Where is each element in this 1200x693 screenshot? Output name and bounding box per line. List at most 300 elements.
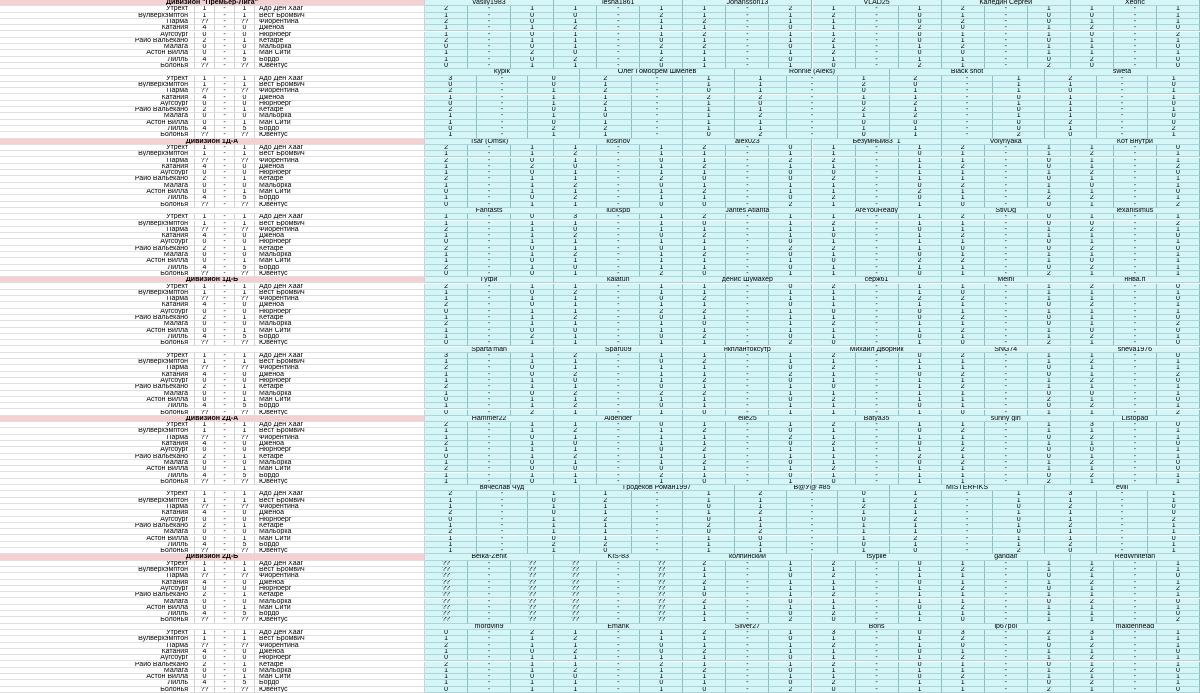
- predicted-home-goals: 1: [813, 447, 856, 453]
- away-score: ??: [235, 88, 255, 94]
- predicted-home-goals: 0: [890, 548, 942, 554]
- score-separator: -: [856, 158, 899, 164]
- predicted-away-goals: 1: [1028, 50, 1071, 56]
- home-team: Малага: [0, 321, 195, 327]
- predicted-away-goals: 1: [769, 19, 812, 25]
- predicted-away-goals: ??: [511, 605, 554, 611]
- score-separator: -: [632, 504, 684, 510]
- predicted-home-goals: 1: [425, 460, 468, 466]
- predicted-away-goals: 1: [511, 321, 554, 327]
- predicted-home-goals: 0: [1071, 13, 1114, 19]
- away-score: 5: [235, 195, 255, 201]
- predicted-home-goals: 1: [554, 221, 597, 227]
- predicted-away-goals: 1: [899, 6, 942, 12]
- score-separator: -: [468, 384, 511, 390]
- score-separator: -: [856, 246, 899, 252]
- home-team: Лилль: [0, 265, 195, 271]
- predicted-home-goals: 1: [813, 649, 856, 655]
- score-separator: -: [942, 510, 994, 516]
- predicted-home-goals: 1: [554, 447, 597, 453]
- predicted-home-goals: 1: [1071, 290, 1114, 296]
- predicted-away-goals: 1: [899, 365, 942, 371]
- predicted-home-goals: 2: [1071, 668, 1114, 674]
- home-team: Парма: [0, 158, 195, 164]
- score-separator: -: [726, 290, 769, 296]
- predicted-away-goals: 1: [769, 32, 812, 38]
- home-team: Астон Вилла: [0, 466, 195, 472]
- predicted-away-goals: 0: [511, 214, 554, 220]
- score-separator: -: [597, 233, 640, 239]
- predicted-home-goals: 1: [942, 391, 985, 397]
- predicted-away-goals: 1: [640, 435, 683, 441]
- score-separator: -: [985, 334, 1028, 340]
- score-separator: -: [468, 239, 511, 245]
- predicted-away-goals: 1: [683, 498, 735, 504]
- predicted-away-goals: 1: [993, 101, 1045, 107]
- predicted-away-goals: 0: [1157, 328, 1200, 334]
- predicted-away-goals: 1: [1157, 435, 1200, 441]
- score-separator: -: [215, 271, 235, 277]
- predicted-home-goals: 2: [942, 353, 985, 359]
- predicted-home-goals: ??: [554, 586, 597, 592]
- score-separator: -: [856, 391, 899, 397]
- away-team: Бордо: [255, 126, 425, 132]
- predicted-away-goals: 1: [511, 63, 554, 69]
- score-separator: -: [215, 510, 235, 516]
- predicted-away-goals: 1: [899, 340, 942, 346]
- score-separator: -: [985, 567, 1028, 573]
- score-separator: -: [215, 13, 235, 19]
- predicted-home-goals: 1: [425, 504, 477, 510]
- home-score: 1: [195, 145, 215, 151]
- away-score: ??: [235, 479, 255, 485]
- score-separator: -: [856, 479, 899, 485]
- score-separator: -: [215, 586, 235, 592]
- away-score: 1: [235, 6, 255, 12]
- away-team: Бордо: [255, 611, 425, 617]
- predicted-home-goals: 1: [1071, 19, 1114, 25]
- predicted-away-goals: 0: [1028, 158, 1071, 164]
- home-team: Райо Вальекано: [0, 592, 195, 598]
- predicted-home-goals: 1: [1045, 536, 1097, 542]
- predicted-home-goals: 2: [735, 113, 787, 119]
- away-score: 1: [235, 176, 255, 182]
- predicted-home-goals: ??: [425, 573, 468, 579]
- score-separator: -: [985, 428, 1028, 434]
- predicted-away-goals: 1: [769, 674, 812, 680]
- predicted-away-goals: 0: [528, 510, 580, 516]
- away-team: Мальорка: [255, 183, 425, 189]
- home-score: ??: [195, 88, 215, 94]
- away-team: Ювентус: [255, 63, 425, 69]
- score-separator: -: [215, 466, 235, 472]
- score-separator: -: [215, 50, 235, 56]
- predicted-away-goals: 0: [1028, 391, 1071, 397]
- predicted-home-goals: 2: [942, 586, 985, 592]
- score-separator: -: [477, 120, 529, 126]
- score-separator: -: [468, 290, 511, 296]
- predicted-away-goals: 0: [640, 158, 683, 164]
- score-separator: -: [468, 365, 511, 371]
- predicted-home-goals: 1: [425, 668, 468, 674]
- predicted-away-goals: 1: [511, 315, 554, 321]
- predicted-away-goals: 1: [683, 126, 735, 132]
- predicted-away-goals: 1: [683, 510, 735, 516]
- predicted-away-goals: 0: [993, 107, 1045, 113]
- predicted-home-goals: 2: [813, 246, 856, 252]
- score-separator: -: [985, 50, 1028, 56]
- score-separator: -: [215, 542, 235, 548]
- predicted-away-goals: 1: [511, 454, 554, 460]
- home-score: ??: [195, 573, 215, 579]
- predicted-away-goals: 2: [640, 391, 683, 397]
- score-separator: -: [468, 353, 511, 359]
- predicted-away-goals: 0: [769, 441, 812, 447]
- score-separator: -: [468, 643, 511, 649]
- predicted-away-goals: 1: [640, 189, 683, 195]
- score-separator: -: [1114, 13, 1157, 19]
- score-separator: -: [726, 32, 769, 38]
- predicted-home-goals: 1: [425, 315, 468, 321]
- predicted-home-goals: 1: [942, 321, 985, 327]
- predicted-home-goals: 1: [425, 13, 468, 19]
- predicted-home-goals: 1: [683, 13, 726, 19]
- score-separator: -: [597, 158, 640, 164]
- home-team: Вулверхэмптон: [0, 151, 195, 157]
- predicted-home-goals: 1: [1071, 158, 1114, 164]
- predicted-home-goals: 0: [425, 126, 477, 132]
- score-separator: -: [856, 227, 899, 233]
- predicted-away-goals: 0: [528, 82, 580, 88]
- predicted-home-goals: 1: [813, 674, 856, 680]
- away-team: Дженоа: [255, 95, 425, 101]
- score-separator: -: [468, 321, 511, 327]
- score-separator: -: [985, 284, 1028, 290]
- away-score: 0: [235, 655, 255, 661]
- away-score: ??: [235, 132, 255, 138]
- score-separator: -: [597, 435, 640, 441]
- player-name: StivDg: [942, 208, 1071, 214]
- predicted-home-goals: 2: [942, 674, 985, 680]
- predicted-home-goals: 2: [1045, 523, 1097, 529]
- score-separator: -: [468, 202, 511, 208]
- home-team: Утрехт: [0, 76, 195, 82]
- score-separator: -: [726, 617, 769, 623]
- score-separator: -: [856, 359, 899, 365]
- predicted-home-goals: 0: [942, 410, 985, 416]
- score-separator: -: [215, 561, 235, 567]
- score-separator: -: [726, 649, 769, 655]
- predicted-away-goals: 1: [899, 687, 942, 693]
- score-separator: -: [1114, 687, 1157, 693]
- predicted-home-goals: 0: [813, 384, 856, 390]
- predicted-away-goals: 1: [683, 101, 735, 107]
- predicted-away-goals: 1: [640, 687, 683, 693]
- predicted-home-goals: 1: [1071, 309, 1114, 315]
- score-separator: -: [468, 422, 511, 428]
- away-score: 1: [235, 567, 255, 573]
- predicted-home-goals: 1: [683, 662, 726, 668]
- predicted-home-goals: 3: [425, 353, 468, 359]
- predicted-away-goals: 0: [511, 195, 554, 201]
- predicted-home-goals: 1: [1071, 410, 1114, 416]
- score-separator: -: [215, 548, 235, 554]
- predicted-away-goals: 1: [1157, 605, 1200, 611]
- score-separator: -: [1114, 441, 1157, 447]
- predicted-away-goals: 1: [838, 498, 890, 504]
- predicted-away-goals: 0: [769, 239, 812, 245]
- score-separator: -: [985, 195, 1028, 201]
- predicted-home-goals: 1: [554, 38, 597, 44]
- home-team: Аугсбург: [0, 378, 195, 384]
- predicted-home-goals: 1: [580, 510, 632, 516]
- score-separator: -: [215, 649, 235, 655]
- home-team: Болонья: [0, 202, 195, 208]
- predicted-away-goals: 1: [511, 359, 554, 365]
- predicted-away-goals: ??: [511, 567, 554, 573]
- predicted-away-goals: 1: [1028, 25, 1071, 31]
- player-name: Ronnie (Aleks): [735, 69, 890, 75]
- predicted-away-goals: 0: [899, 580, 942, 586]
- predicted-home-goals: 1: [1071, 687, 1114, 693]
- predicted-away-goals: 0: [1157, 63, 1200, 69]
- home-score: 0: [195, 252, 215, 258]
- home-score: 4: [195, 611, 215, 617]
- away-score: 1: [235, 214, 255, 220]
- score-separator: -: [985, 655, 1028, 661]
- score-separator: -: [468, 428, 511, 434]
- predicted-away-goals: 2: [1028, 397, 1071, 403]
- score-separator: -: [985, 32, 1028, 38]
- predicted-away-goals: 0: [769, 25, 812, 31]
- score-separator: -: [856, 561, 899, 567]
- predicted-home-goals: 2: [554, 428, 597, 434]
- score-separator: -: [632, 76, 684, 82]
- score-separator: -: [215, 189, 235, 195]
- score-separator: -: [787, 126, 839, 132]
- score-separator: -: [215, 662, 235, 668]
- score-separator: -: [597, 25, 640, 31]
- predicted-away-goals: 1: [1157, 561, 1200, 567]
- away-team: Нюрнберг: [255, 170, 425, 176]
- predicted-home-goals: 2: [942, 447, 985, 453]
- predicted-away-goals: 1: [769, 454, 812, 460]
- score-separator: -: [985, 158, 1028, 164]
- home-score: 0: [195, 529, 215, 535]
- predicted-away-goals: 1: [640, 428, 683, 434]
- home-team: Райо Вальекано: [0, 523, 195, 529]
- predicted-away-goals: 2: [899, 454, 942, 460]
- predicted-away-goals: 2: [1157, 617, 1200, 623]
- predicted-away-goals: 0: [769, 365, 812, 371]
- predicted-away-goals: 1: [899, 636, 942, 642]
- score-separator: -: [468, 359, 511, 365]
- score-separator: -: [597, 340, 640, 346]
- score-separator: -: [1114, 611, 1157, 617]
- score-separator: -: [215, 315, 235, 321]
- score-separator: -: [215, 372, 235, 378]
- home-team: Аугсбург: [0, 586, 195, 592]
- score-separator: -: [985, 441, 1028, 447]
- away-score: 5: [235, 542, 255, 548]
- predicted-home-goals: 1: [890, 504, 942, 510]
- home-score: 0: [195, 44, 215, 50]
- predicted-home-goals: 0: [425, 189, 468, 195]
- predicted-away-goals: 1: [1157, 662, 1200, 668]
- score-separator: -: [468, 454, 511, 460]
- predicted-away-goals: 1: [769, 359, 812, 365]
- away-team: Кетафе: [255, 592, 425, 598]
- score-separator: -: [856, 636, 899, 642]
- score-separator: -: [726, 284, 769, 290]
- predicted-away-goals: 1: [640, 170, 683, 176]
- predicted-home-goals: 1: [942, 239, 985, 245]
- score-separator: -: [1114, 321, 1157, 327]
- predicted-home-goals: 0: [683, 687, 726, 693]
- score-separator: -: [726, 246, 769, 252]
- player-name: Гуфи: [425, 277, 554, 283]
- predicted-away-goals: 0: [511, 271, 554, 277]
- score-separator: -: [468, 636, 511, 642]
- predicted-away-goals: 1: [640, 479, 683, 485]
- score-separator: -: [856, 252, 899, 258]
- predicted-away-goals: 2: [769, 617, 812, 623]
- score-separator: -: [477, 76, 529, 82]
- score-separator: -: [1097, 536, 1149, 542]
- predicted-home-goals: ??: [425, 611, 468, 617]
- predicted-away-goals: 0: [1148, 536, 1200, 542]
- score-separator: -: [215, 428, 235, 434]
- predicted-away-goals: 0: [1028, 454, 1071, 460]
- home-team: Болонья: [0, 687, 195, 693]
- score-separator: -: [1114, 473, 1157, 479]
- score-separator: -: [1114, 391, 1157, 397]
- score-separator: -: [985, 309, 1028, 315]
- predicted-home-goals: 0: [554, 164, 597, 170]
- player-name: vasily1983: [425, 0, 554, 6]
- score-separator: -: [1114, 302, 1157, 308]
- predicted-away-goals: 1: [640, 25, 683, 31]
- predicted-away-goals: 1: [993, 536, 1045, 542]
- score-separator: -: [726, 221, 769, 227]
- predicted-away-goals: 1: [1157, 359, 1200, 365]
- player-name: Гродеков Роман1997: [580, 485, 735, 491]
- predicted-home-goals: 3: [425, 76, 477, 82]
- predicted-home-goals: 1: [1071, 50, 1114, 56]
- predicted-away-goals: 1: [683, 113, 735, 119]
- score-separator: -: [1114, 479, 1157, 485]
- home-team: Аугсбург: [0, 447, 195, 453]
- predicted-away-goals: 0: [1028, 473, 1071, 479]
- score-separator: -: [597, 391, 640, 397]
- predicted-home-goals: 2: [890, 113, 942, 119]
- score-separator: -: [856, 680, 899, 686]
- predicted-away-goals: 1: [769, 151, 812, 157]
- predicted-home-goals: 1: [425, 32, 468, 38]
- predicted-home-goals: 2: [813, 195, 856, 201]
- predicted-away-goals: 0: [1028, 221, 1071, 227]
- predicted-home-goals: 1: [942, 441, 985, 447]
- score-separator: -: [468, 687, 511, 693]
- home-score: 0: [195, 258, 215, 264]
- home-score: 2: [195, 38, 215, 44]
- predicted-home-goals: 1: [942, 170, 985, 176]
- predicted-away-goals: 0: [640, 466, 683, 472]
- predicted-away-goals: 0: [1157, 246, 1200, 252]
- score-separator: -: [856, 674, 899, 680]
- predicted-home-goals: 1: [425, 95, 477, 101]
- predicted-home-goals: 0: [735, 536, 787, 542]
- predicted-home-goals: 1: [554, 359, 597, 365]
- predicted-home-goals: 2: [683, 447, 726, 453]
- predicted-away-goals: 1: [511, 662, 554, 668]
- score-separator: -: [856, 384, 899, 390]
- home-team: Вулверхэмптон: [0, 636, 195, 642]
- predicted-away-goals: 0: [528, 536, 580, 542]
- score-separator: -: [856, 592, 899, 598]
- score-separator: -: [985, 170, 1028, 176]
- predicted-home-goals: 1: [425, 334, 468, 340]
- predicted-home-goals: 0: [890, 82, 942, 88]
- away-score: 5: [235, 473, 255, 479]
- division-title: Дивизион 2Д-Б: [0, 554, 425, 560]
- predicted-away-goals: 1: [640, 145, 683, 151]
- predicted-away-goals: 0: [1028, 662, 1071, 668]
- predicted-away-goals: ??: [640, 592, 683, 598]
- home-score: ??: [195, 19, 215, 25]
- score-separator: -: [726, 687, 769, 693]
- predicted-away-goals: 1: [1157, 479, 1200, 485]
- score-separator: -: [597, 403, 640, 409]
- predicted-away-goals: 1: [528, 529, 580, 535]
- predicted-away-goals: 0: [1028, 13, 1071, 19]
- predicted-home-goals: 1: [813, 290, 856, 296]
- away-score: ??: [235, 296, 255, 302]
- predicted-away-goals: 2: [640, 176, 683, 182]
- score-separator: -: [726, 365, 769, 371]
- predicted-home-goals: 2: [813, 38, 856, 44]
- away-team: Ювентус: [255, 410, 425, 416]
- away-team: Нюрнберг: [255, 309, 425, 315]
- home-score: ??: [195, 296, 215, 302]
- away-team: Адо Ден Хааг: [255, 214, 425, 220]
- predicted-away-goals: 1: [1157, 227, 1200, 233]
- score-separator: -: [632, 548, 684, 554]
- score-separator: -: [597, 19, 640, 25]
- predicted-home-goals: 0: [813, 258, 856, 264]
- predicted-away-goals: 1: [640, 460, 683, 466]
- score-separator: -: [1114, 384, 1157, 390]
- predicted-home-goals: 2: [813, 321, 856, 327]
- predicted-home-goals: 2: [813, 561, 856, 567]
- predicted-away-goals: 1: [1028, 668, 1071, 674]
- predicted-home-goals: 1: [580, 95, 632, 101]
- predicted-home-goals: 2: [1071, 403, 1114, 409]
- predicted-home-goals: 1: [813, 25, 856, 31]
- away-score: 1: [235, 189, 255, 195]
- predicted-away-goals: 1: [899, 233, 942, 239]
- score-separator: -: [1114, 258, 1157, 264]
- predicted-away-goals: 1: [1157, 384, 1200, 390]
- score-separator: -: [468, 38, 511, 44]
- home-team: Лилль: [0, 126, 195, 132]
- predicted-home-goals: 2: [735, 510, 787, 516]
- predicted-away-goals: 1: [511, 6, 554, 12]
- predicted-home-goals: 2: [813, 13, 856, 19]
- score-separator: -: [632, 510, 684, 516]
- home-team: Лилль: [0, 680, 195, 686]
- score-separator: -: [985, 271, 1028, 277]
